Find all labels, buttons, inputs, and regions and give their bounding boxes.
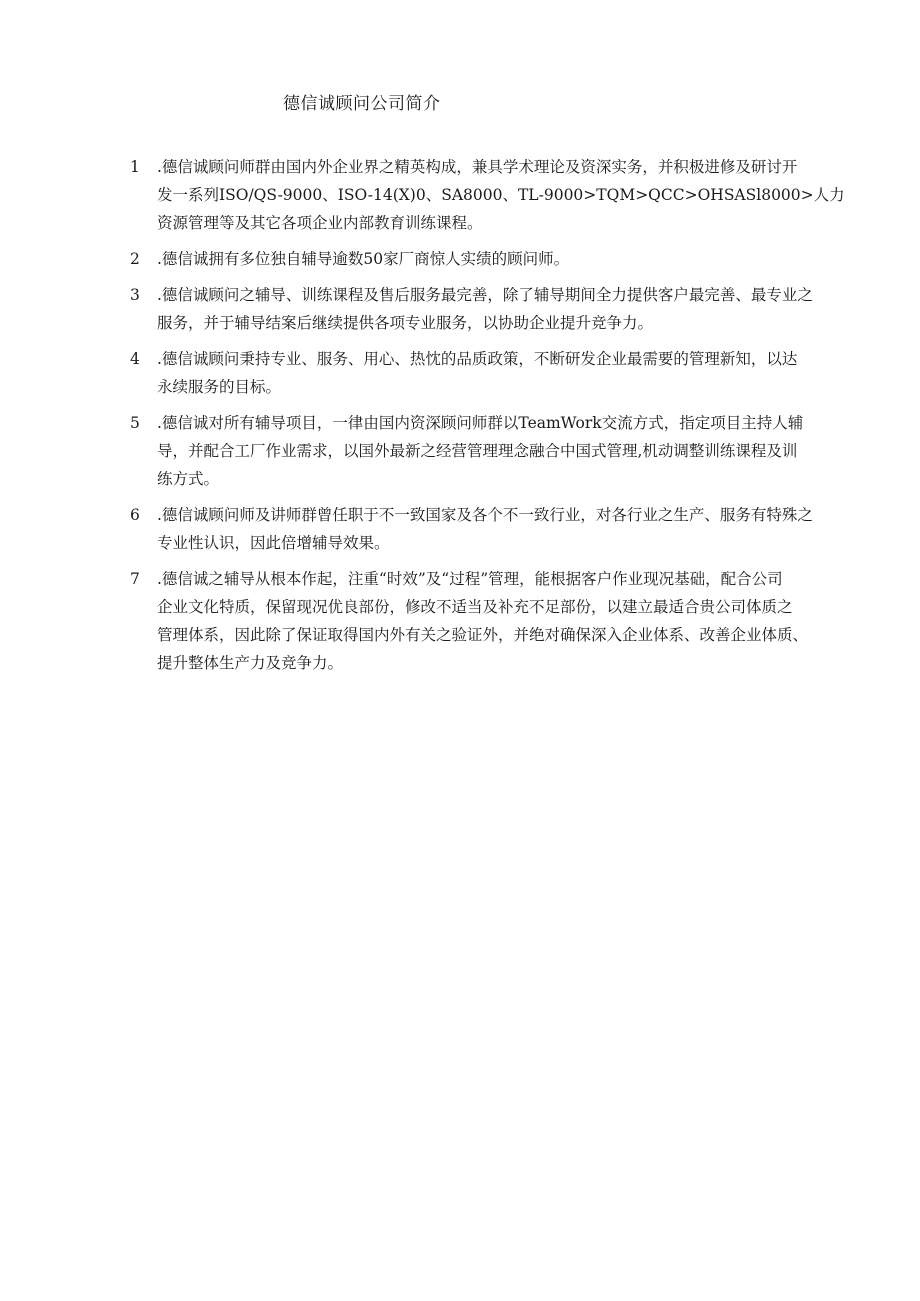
- item-number: 6: [130, 506, 140, 524]
- item-text: .德信诚对所有辅导项目，一律由国内资深顾问师群以TeamWork交流方式，指定项目主持人辅 导，并配合工厂作业需求，以国外最新之经营管理理念融合中国式管理,机动调整训练课程及训 练方式。: [157, 414, 804, 488]
- item-number: 2: [130, 250, 140, 268]
- item-text: .德信诚顾问师及讲师群曾任职于不一致国家及各个不一致行业，对各行业之生产、服务有特殊之 专业性认识，因此倍增辅导效果。: [157, 506, 813, 552]
- list-item: [130, 565, 875, 677]
- item-text: .德信诚顾问秉持专业、服务、用心、热忱的品质政策，不断研发企业最需要的管理新知，以达 永续服务的目标。: [157, 350, 798, 396]
- list-item: [130, 153, 875, 237]
- item-text: .德信诚之辅导从根本作起，注重“时效”及“过程”管理，能根据客户作业现况基础，配合公司 企业文化特质，保留现况优良部份，修改不适当及补充不足部份，以建立最适合贵公司体质之 管理体系，因此除了保证取得国内外有关之验证外，并绝对确保深入企业体系、改善企业体质、 提升整体生产力及竞争力。: [157, 570, 809, 672]
- item-text: .德信诚顾问之辅导、训练课程及售后服务最完善，除了辅导期间全力提供客户最完善、最专业之 服务，并于辅导结案后继续提供各项专业服务，以协助企业提升竞争力。: [157, 286, 813, 332]
- intro-list: [130, 153, 875, 685]
- item-number: 4: [130, 350, 140, 368]
- item-number: 3: [130, 286, 140, 304]
- item-text: .德信诚拥有多位独自辅导逾数50家厂商惊人实绩的顾问师。: [157, 250, 570, 268]
- item-number: 7: [130, 570, 140, 588]
- list-item: [130, 245, 875, 273]
- document-title: 德信诚顾问公司简介: [283, 94, 441, 114]
- item-number: 1: [130, 158, 140, 176]
- item-number: 5: [130, 414, 140, 432]
- list-item: [130, 281, 875, 337]
- list-item: [130, 409, 875, 493]
- item-text: .德信诚顾问师群由国内外企业界之精英构成，兼具学术理论及资深实务，并积极进修及研讨开 发一系列ISO/QS-9000、ISO-14(X)0、SA8000、TL-9000>TQM>QCC>OHSASl8000>人力 资源管理等及其它各项企业内部教育训练课程。: [157, 158, 845, 232]
- list-item: [130, 345, 875, 401]
- list-item: [130, 501, 875, 557]
